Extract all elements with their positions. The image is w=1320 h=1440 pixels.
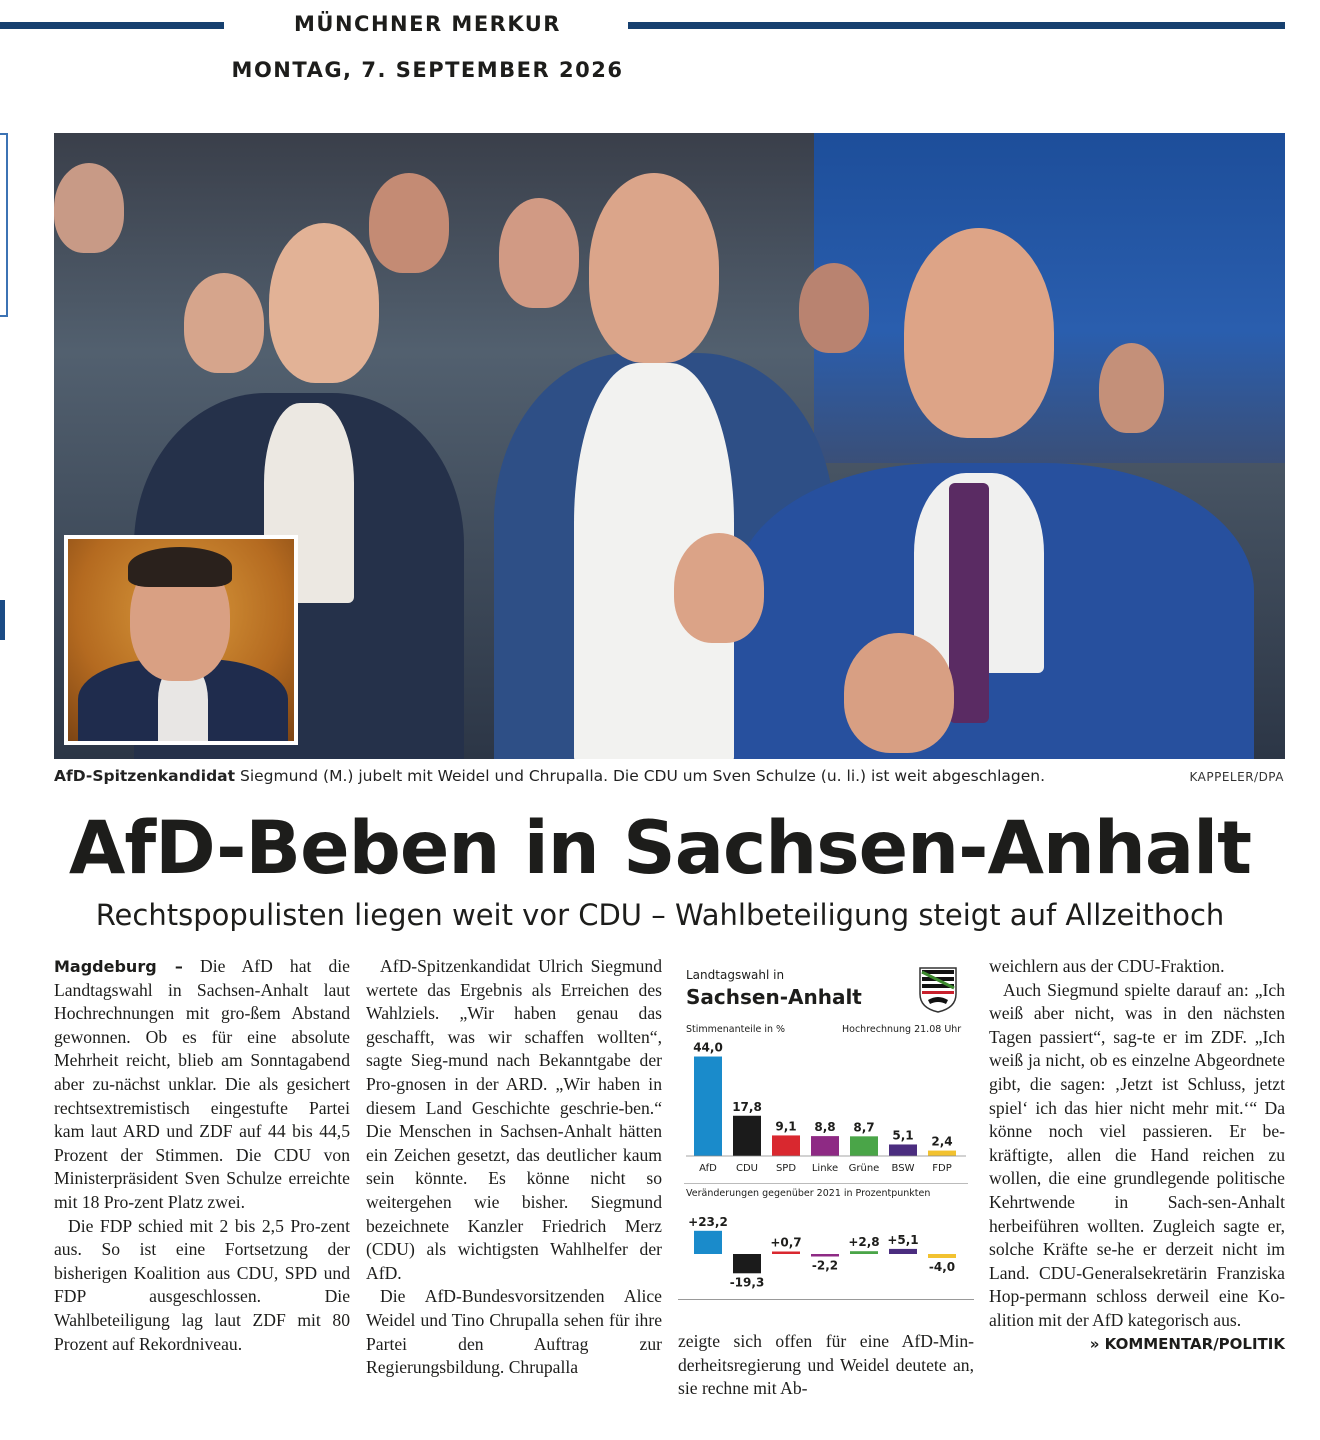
chart-title: Landtagswahl in [686, 968, 785, 982]
chart-divider [684, 1183, 968, 1184]
election-chart [678, 958, 974, 1300]
article-column-3 [678, 1330, 974, 1401]
article-column-4 [989, 955, 1285, 1356]
photo-crowd-head [799, 263, 869, 353]
headline: AfD-Beben in Sachsen-Anhalt [68, 806, 1252, 891]
change-bar-linke [811, 1254, 839, 1257]
bar-value-label: 44,0 [693, 1040, 723, 1055]
paper-name: MÜNCHNER MERKUR [294, 12, 561, 36]
masthead-rule-left [0, 22, 224, 29]
change-value-label: +23,2 [688, 1214, 728, 1229]
state-coat-of-arms-icon [918, 966, 958, 1014]
dateline: Magdeburg – [54, 957, 183, 976]
change-bar-bsw [889, 1249, 917, 1254]
kommentar-link[interactable]: » KOMMENTAR/POLITIK [1089, 1334, 1285, 1353]
bar-linke [811, 1136, 839, 1156]
category-label: SPD [775, 1163, 797, 1174]
change-bar-grüne [850, 1251, 878, 1254]
photo-raised-fist [844, 633, 954, 753]
bar-grüne [850, 1136, 878, 1156]
article-paragraph: Die FDP schied mit 2 bis 2,5 Pro-zent aus. So ist eine Fortsetzung der bisherigen Koalition aus CDU, SPD und FDP ausgeschlossen. Die Wahlbeteiligung lag laut ZDF mit 80 Prozent auf Rekordniveau. [54, 1215, 350, 1354]
bar-fdp [928, 1151, 956, 1156]
photo-crowd-head [184, 273, 264, 373]
caption-text: Siegmund (M.) jubelt mit Weidel und Chrupalla. Die CDU um Sven Schulze (u. li.) ist weit abgeschlagen. [235, 767, 1046, 785]
bar-value-label: 2,4 [931, 1134, 953, 1149]
photo-right-figure-tie [949, 483, 989, 723]
article-column-2 [366, 955, 662, 1380]
change-bar-spd [772, 1252, 800, 1255]
bar-value-label: 8,7 [853, 1120, 875, 1135]
chart-note: Hochrechnung 21.08 Uhr [842, 1024, 962, 1035]
category-label: Grüne [848, 1163, 880, 1174]
category-label: AfD [699, 1163, 717, 1174]
left-edge-box [0, 133, 8, 317]
issue-date: MONTAG, 7. SEPTEMBER 2026 [231, 58, 624, 82]
photo-caption [54, 767, 1285, 785]
change-value-label: +5,1 [887, 1232, 919, 1247]
change-bar-fdp [928, 1254, 956, 1258]
article-text: Die AfD hat die Landtagswahl in Sachsen-Anhalt laut Hochrechnungen mit gro-ßem Abstand gewonnen. Ob es für eine absolute Mehrheit reicht, blieb am Sonntagabend aber zu-nächst unklar. Die als gesichert rechtsextremistisch eingestufte Partei kam laut ARD und ZDF auf 44 bis 44,5 Prozent der Stimmen. Die CDU von Ministerpräsident Sven Schulze erreichte mit 18 Pro-zent Platz zwei. [54, 956, 350, 1212]
caption-lead: AfD-Spitzenkandidat [54, 767, 236, 785]
inset-portrait-hair [128, 547, 232, 587]
article-paragraph: zeigte sich offen für eine AfD-Min-derheitsregierung und Weidel deutete an, sie rechne mit Ab- [678, 1331, 974, 1399]
photo-left-figure-head [269, 223, 379, 383]
chart-change-bars [678, 1204, 974, 1294]
bar-value-label: 8,8 [814, 1120, 836, 1135]
change-value-label: +0,7 [770, 1235, 802, 1250]
category-label: Linke [811, 1163, 839, 1174]
article-text: Auch Siegmund spielte darauf an: „Ich weiß aber nicht, was in den nächsten Tagen passiert“, sag-te er im ZDF. „Ich weiß ja nicht, ob es einzelne Abgeordnete gibt, die sagen: ‚Jetzt ist Schluss, jetzt spiel‘ ich das hier nicht mehr mit.‘“ Da könne noch viel passieren. Er be-kräftigte, allen die Hand reichen zu wollen, die eine grundlegende politische Kehrtwende in Sach-sen-Anhalt herbeiführen wollten. Zugleich sagte er, solche Kräfte se-he er derzeit nicht im Land. CDU-Generalsekretärin Franziska Hop-permann schloss derweil eine Ko-alition mit der AfD kategorisch aus. [989, 979, 1285, 1330]
article-paragraph: AfD-Spitzenkandidat Ulrich Siegmund wertete das Ergebnis als Erreichen des Wahlziels. „Wir haben genau das geschafft, was wir schaffen wollten“, sagte Sieg-mund nach Bekanntgabe der Pro-gnosen in der ARD. „Wir haben in diesem Land Geschichte geschrie-ben.“ Die Menschen in Sachsen-Anhalt hätten ein Zeichen gesetzt, das deutlicher kaum sein könnte. Es könne nicht so weitergehen wie bisher. Siegmund bezeichnete Kanzler Friedrich Merz (CDU) als wichtigsten Wahlhelfer der AfD. [366, 956, 662, 1283]
masthead-rule-right [628, 22, 1285, 29]
article-paragraph [54, 955, 350, 1215]
subheadline: Rechtspopulisten liegen weit vor CDU – Wahlbeteiligung steigt auf Allzeithoch [95, 898, 1225, 932]
change-value-label: -4,0 [928, 1260, 956, 1274]
article-column-1 [54, 955, 350, 1356]
photo-credit: KAPPELER/DPA [1189, 770, 1284, 784]
bar-value-label: 17,8 [732, 1099, 762, 1114]
category-label: FDP [932, 1163, 952, 1174]
bar-value-label: 5,1 [892, 1128, 914, 1143]
chart-change-title: Veränderungen gegenüber 2021 in Prozentpunkten [686, 1188, 931, 1199]
chart-subtitle: Sachsen-Anhalt [686, 985, 862, 1009]
article-paragraph [989, 979, 1285, 1353]
photo-center-figure-head [589, 173, 719, 363]
bar-spd [772, 1135, 800, 1156]
photo-crowd-head [1099, 343, 1164, 433]
photo-right-figure-head [904, 228, 1054, 438]
change-value-label: -2,2 [811, 1258, 839, 1273]
photo-crowd-head [54, 163, 124, 253]
bar-value-label: 9,1 [775, 1119, 797, 1134]
bar-bsw [889, 1144, 917, 1156]
left-edge-bar [0, 600, 5, 640]
article-paragraph: weichlern aus der CDU-Fraktion. [989, 956, 1225, 976]
photo-crowd-head [369, 173, 449, 273]
change-value-label: -19,3 [729, 1275, 765, 1290]
category-label: BSW [891, 1163, 915, 1174]
article-paragraph: Die AfD-Bundesvorsitzenden Alice Weidel und Tino Chrupalla sehen für ihre Partei den Auftrag zur Regierungsbildung. Chrupalla [366, 1286, 662, 1378]
bar-afd [694, 1057, 722, 1156]
change-bar-afd [694, 1231, 722, 1254]
chart-bottom-rule [678, 1299, 974, 1300]
chart-main-bars [678, 1038, 974, 1178]
change-bar-cdu [733, 1254, 761, 1273]
bar-cdu [733, 1116, 761, 1156]
category-label: CDU [735, 1163, 759, 1174]
photo-crowd-head [499, 198, 579, 308]
change-value-label: +2,8 [848, 1235, 880, 1250]
photo-raised-fist [674, 533, 764, 643]
chart-ylabel: Stimmenanteile in % [686, 1024, 786, 1035]
inset-portrait [64, 535, 298, 745]
